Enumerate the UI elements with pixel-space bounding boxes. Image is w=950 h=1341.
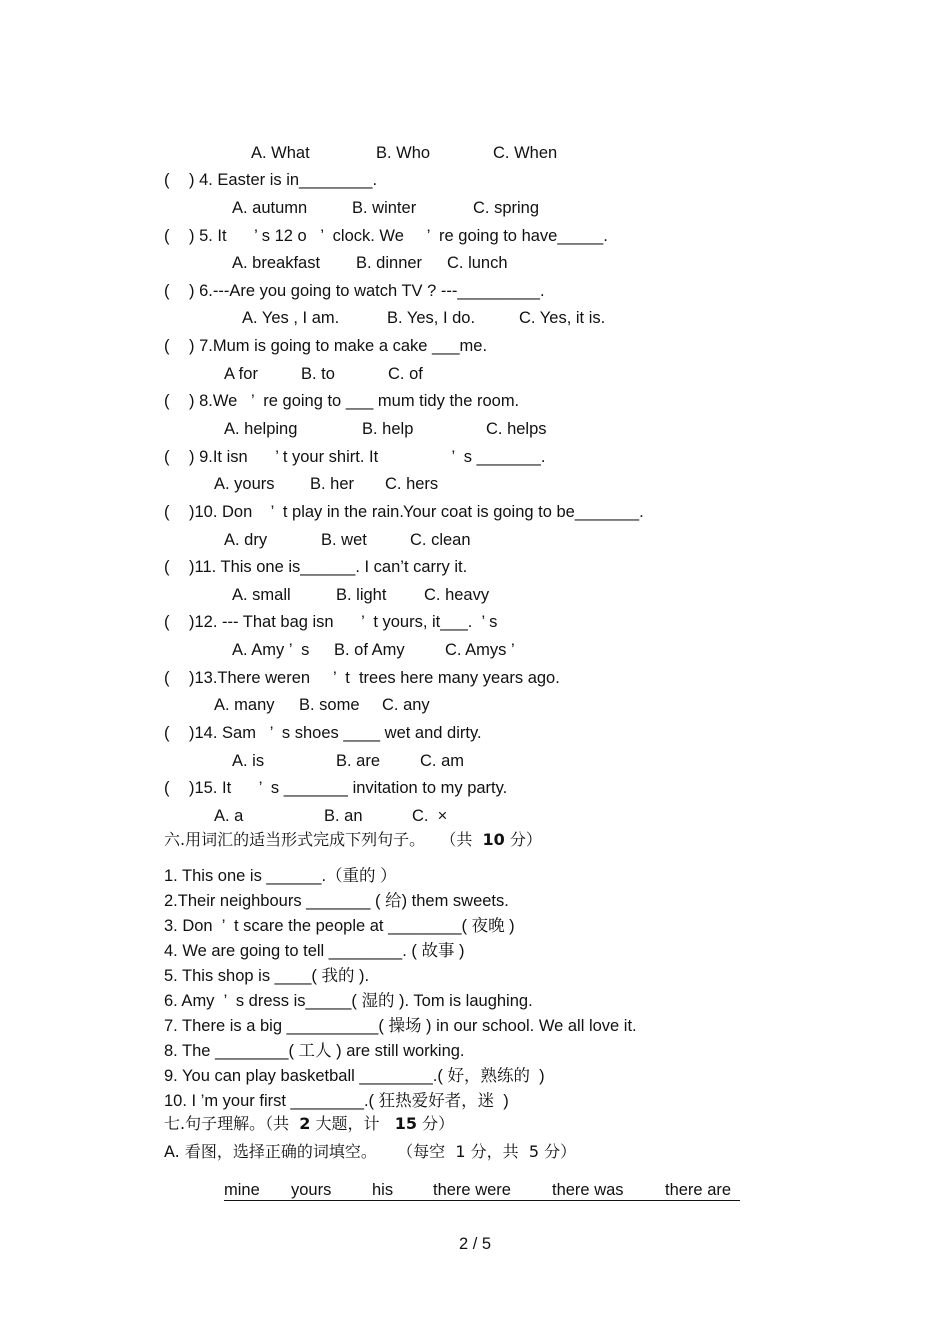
q9-option-c: C. hers	[385, 475, 439, 493]
q11-question: )11. This one is______. I can’t carry it.	[189, 558, 468, 576]
word-bank	[224, 1180, 740, 1201]
q11-option-b: B. light	[336, 586, 387, 604]
q4-option-c: C. spring	[473, 199, 540, 217]
q13-option-b: B. some	[299, 696, 360, 714]
word-bank-item: yours	[291, 1181, 332, 1199]
section-6-item-10: 10. I ’m your first ________.( 狂热爱好者，迷 )	[164, 1092, 509, 1110]
q8-option-a: A. helping	[224, 420, 298, 438]
q10-option-b: B. wet	[321, 531, 367, 549]
q5-answer-paren: (	[164, 227, 170, 245]
q8-option-b: B. help	[362, 420, 414, 438]
q10-option-a: A. dry	[224, 531, 268, 549]
q11-option-a: A. small	[232, 586, 291, 604]
q10-question-continued: Your coat is going to be_______.	[403, 503, 644, 521]
section-7-score: 15	[394, 1114, 418, 1133]
q13-option-a: A. many	[214, 696, 275, 714]
q3-option-b: B. Who	[376, 144, 431, 162]
q12-option-b: B. of Amy	[334, 641, 405, 659]
q9-option-a: A. yours	[214, 475, 275, 493]
q4-option-a: A. autumn	[232, 199, 308, 217]
word-bank-item: there were	[433, 1181, 511, 1199]
q5-option-c: C. lunch	[447, 254, 508, 272]
q15-answer-paren: (	[164, 779, 170, 797]
q4-option-b: B. winter	[352, 199, 417, 217]
section-6-item-5: 5. This shop is ____( 我的 ).	[164, 967, 370, 985]
q15-question: )15. It ’ s _______ invitation to my party.	[189, 779, 508, 797]
q15-option-b: B. an	[324, 807, 363, 825]
section-6-item-3: 3. Don ’ t scare the people at ________( 夜晚 )	[164, 917, 515, 935]
q14-option-b: B. are	[336, 752, 381, 770]
q6-answer-paren: (	[164, 282, 170, 300]
section-6-item-2: 2.Their neighbours _______ ( 给) them sweets.	[164, 892, 509, 910]
section-6-score: 10	[482, 830, 505, 849]
q13-answer-paren: (	[164, 669, 170, 687]
word-bank-item: there are	[665, 1181, 732, 1199]
word-bank-item: there was	[552, 1181, 624, 1199]
q7-option-b: B. to	[301, 365, 335, 383]
section-6-item-9: 9. You can play basketball ________.( 好，熟练的 )	[164, 1067, 545, 1085]
q6-option-c: C. Yes, it is.	[519, 309, 606, 327]
q10-answer-paren: (	[164, 503, 170, 521]
section-6-item-8: 8. The ________( 工人 ) are still working.	[164, 1042, 465, 1060]
q5-question: ) 5. It ’ s 12 o ’ clock. We ’ re going to have_____.	[189, 227, 608, 245]
q3-option-c: C. When	[493, 144, 558, 162]
q14-option-a: A. is	[232, 752, 265, 770]
q15-option-c: C. ×	[412, 807, 448, 825]
q8-question: ) 8.We ’ re going to ___ mum tidy the room.	[189, 392, 520, 410]
q12-option-a: A. Amy ’ s	[232, 641, 310, 659]
q12-answer-paren: (	[164, 613, 170, 631]
q14-answer-paren: (	[164, 724, 170, 742]
q10-question: )10. Don ’ t play in the rain.	[189, 503, 404, 521]
section-6-item-7: 7. There is a big __________( 操场 ) in our school. We all love it.	[164, 1017, 637, 1035]
word-bank-item: mine	[224, 1181, 260, 1199]
q5-option-a: A. breakfast	[232, 254, 321, 272]
section-7-part-a-title: A. 看图，选择正确的词填空。 （每空 1 分，共 5 分）	[164, 1142, 577, 1161]
q12-option-c: C. Amys ’	[445, 641, 515, 659]
section-6-item-6: 6. Amy ’ s dress is_____( 湿的 ). Tom is laughing.	[164, 992, 533, 1010]
q5-option-b: B. dinner	[356, 254, 423, 272]
q7-answer-paren: (	[164, 337, 170, 355]
q8-answer-paren: (	[164, 392, 170, 410]
q13-option-c: C. any	[382, 696, 430, 714]
q6-question: ) 6.---Are you going to watch TV ? ---_________.	[189, 282, 545, 300]
q12-question: )12. --- That bag isn ’ t yours, it___. ’ s	[189, 613, 498, 631]
q4-answer-paren: (	[164, 171, 170, 189]
q11-answer-paren: (	[164, 558, 170, 576]
q11-option-c: C. heavy	[424, 586, 490, 604]
q3-option-a: A. What	[251, 144, 310, 162]
q13-question: )13.There weren ’ t trees here many years ago.	[189, 669, 560, 687]
q6-option-a: A. Yes , I am.	[242, 309, 340, 327]
q7-option-c: C. of	[388, 365, 423, 383]
q7-option-a: A for	[224, 365, 258, 383]
q9-answer-paren: (	[164, 448, 170, 466]
q9-option-b: B. her	[310, 475, 355, 493]
q7-question: ) 7.Mum is going to make a cake ___me.	[189, 337, 488, 355]
word-bank-item: his	[372, 1181, 394, 1199]
section-7-title: 七.句子理解。（共 2 大题，计 15 分）	[164, 1114, 455, 1133]
q14-question: )14. Sam ’ s shoes ____ wet and dirty.	[189, 724, 482, 742]
page-number: 2 / 5	[458, 1235, 492, 1253]
q9-question: ) 9.It isn ’ t your shirt. It ’ s _______.	[189, 448, 546, 466]
q14-option-c: C. am	[420, 752, 465, 770]
q6-option-b: B. Yes, I do.	[387, 309, 476, 327]
section-6-title: 六.用词汇的适当形式完成下列句子。 （共 10 分）	[164, 830, 542, 849]
section-6-item-1: 1. This one is ______.（重的 ）	[164, 867, 397, 885]
q10-option-c: C. clean	[410, 531, 471, 549]
q15-option-a: A. a	[214, 807, 244, 825]
section-6-item-4: 4. We are going to tell ________. ( 故事 )	[164, 942, 465, 960]
q4-question: ) 4. Easter is in________.	[189, 171, 378, 189]
q8-option-c: C. helps	[486, 420, 547, 438]
